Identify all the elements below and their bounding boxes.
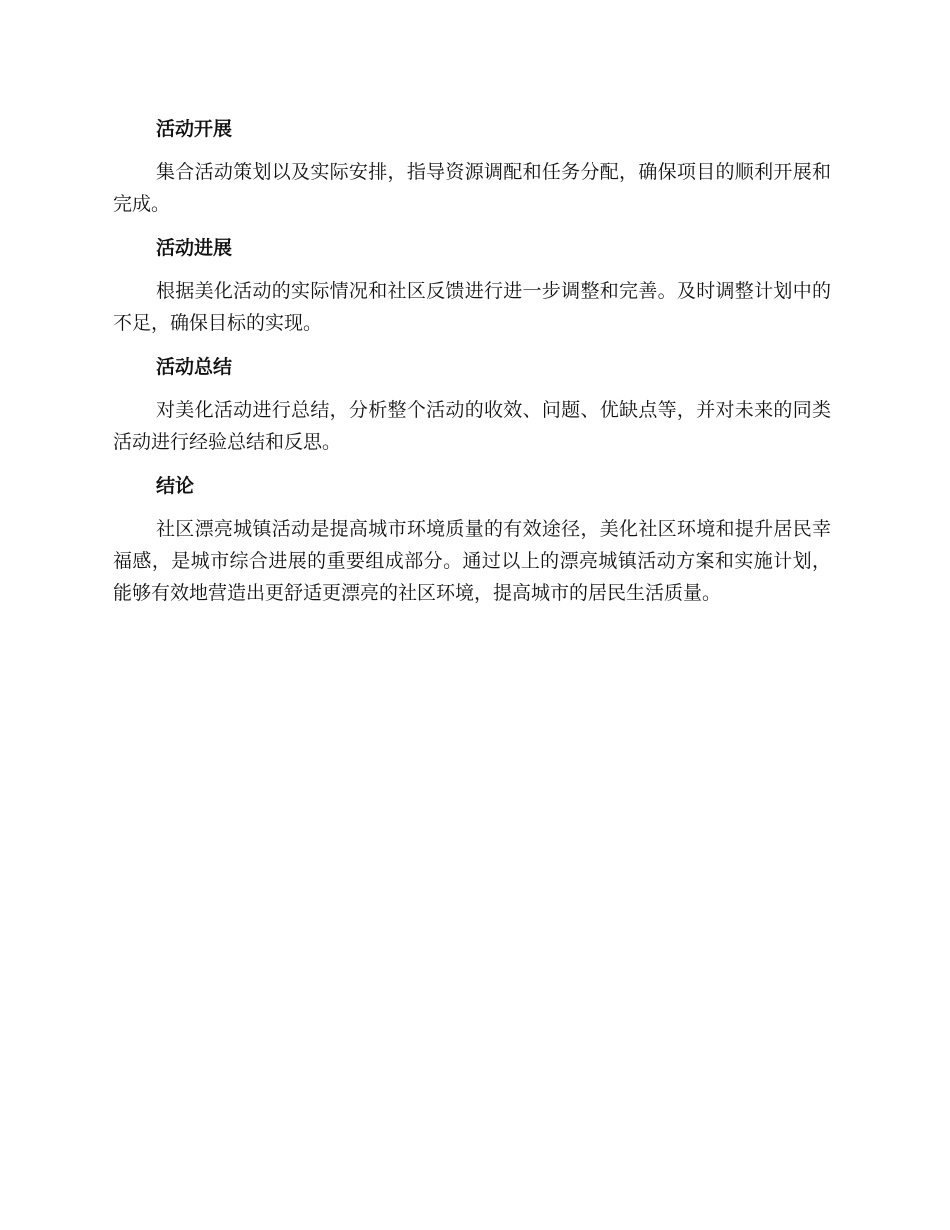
- section-paragraph: 集合活动策划以及实际安排，指导资源调配和任务分配，确保项目的顺利开展和完成。: [113, 161, 831, 215]
- section-paragraph: 社区漂亮城镇活动是提高城市环境质量的有效途径，美化社区环境和提升居民幸福感，是城市综合进展的重要组成部分。通过以上的漂亮城镇活动方案和实施计划，能够有效地营造出更舒适更漂亮的社区环境，提高城市的居民生活质量。: [113, 518, 831, 604]
- section-paragraph: 对美化活动进行总结，分析整个活动的收效、问题、优缺点等，并对未来的同类活动进行经验总结和反思。: [113, 399, 831, 453]
- section-heading: 活动开展: [156, 118, 233, 140]
- section-conclusion: [113, 470, 831, 609]
- document-page: [113, 113, 831, 621]
- section-heading: 活动进展: [156, 237, 233, 259]
- section-activity-execution: [113, 113, 831, 220]
- section-activity-progress: [113, 232, 831, 339]
- section-heading: 活动总结: [156, 356, 233, 378]
- section-activity-summary: [113, 351, 831, 458]
- section-heading: 结论: [156, 475, 195, 497]
- section-paragraph: 根据美化活动的实际情况和社区反馈进行进一步调整和完善。及时调整计划中的不足，确保目标的实现。: [113, 280, 831, 334]
